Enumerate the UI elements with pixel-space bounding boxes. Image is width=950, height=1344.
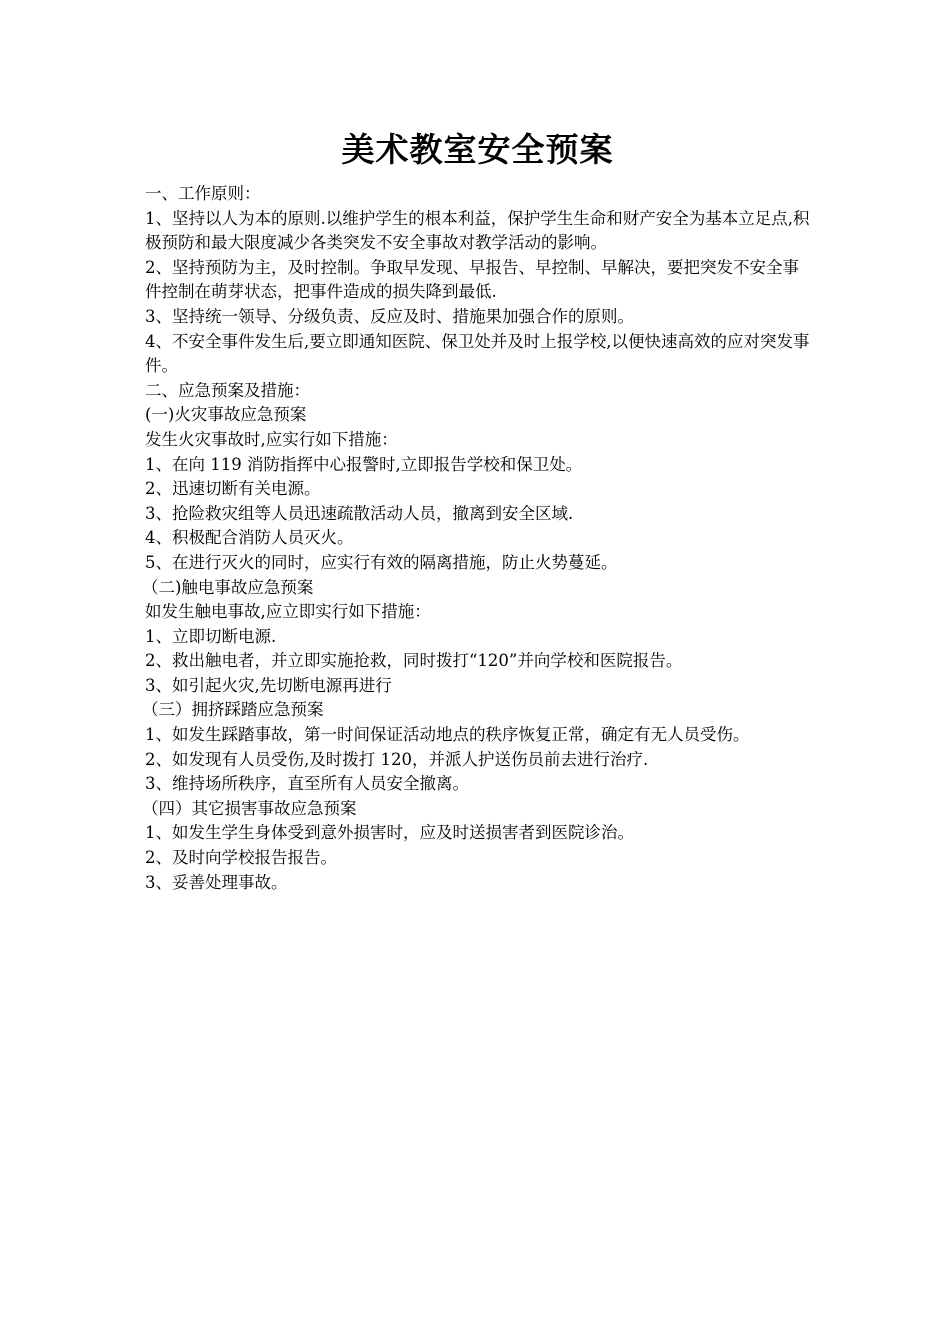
injury-step-3: 3、妥善处理事故。 <box>145 872 288 892</box>
subsection-stampede: （三）拥挤踩踏应急预案 <box>142 700 324 720</box>
fire-step-4: 4、积极配合消防人员灭火。 <box>145 528 354 548</box>
stampede-step-2: 2、如发现有人员受伤,及时拨打 120，并派人护送伤员前去进行治疗. <box>145 749 649 769</box>
document-body <box>142 128 810 895</box>
principle-3: 3、坚持统一领导、分级负责、反应及时、措施果加强合作的原则。 <box>145 306 634 326</box>
principle-1: 1、坚持以人为本的原则.以维护学生的根本利益，保护学生生命和财产安全为基本立足点,积极预防和最大限度减少各类突发不安全事故对教学活动的影响。 <box>145 208 810 253</box>
stampede-step-3: 3、维持场所秩序，直至所有人员安全撤离。 <box>145 774 469 794</box>
fire-step-3: 3、抢险救灾组等人员迅速疏散活动人员，撤离到安全区域. <box>145 503 574 523</box>
fire-step-1: 1、在向 119 消防指挥中心报警时,立即报告学校和保卫处。 <box>145 454 583 474</box>
subsection-fire: (一)火灾事故应急预案 <box>145 405 307 425</box>
shock-intro: 如发生触电事故,应立即实行如下措施： <box>145 602 431 622</box>
subsection-electric-shock: （二)触电事故应急预案 <box>142 577 314 597</box>
fire-step-5: 5、在进行灭火的同时，应实行有效的隔离措施，防止火势蔓延。 <box>145 552 618 572</box>
section-heading-work-principles: 一、工作原则： <box>145 184 261 203</box>
section-heading-emergency-plans: 二、应急预案及措施： <box>145 380 310 400</box>
document-title: 美术教室安全预案 <box>341 130 614 169</box>
shock-step-3: 3、如引起火灾,先切断电源再进行 <box>145 675 392 695</box>
fire-step-2: 2、迅速切断有关电源。 <box>145 479 321 499</box>
principle-4: 4、不安全事件发生后,要立即通知医院、保卫处并及时上报学校,以便快速高效的应对突发事件。 <box>145 331 810 376</box>
injury-step-1: 1、如发生学生身体受到意外损害时，应及时送损害者到医院诊治。 <box>145 823 634 843</box>
principle-2: 2、坚持预防为主，及时控制。争取早发现、早报告、早控制、早解决，要把突发不安全事件控制在萌芽状态，把事件造成的损失降到最低. <box>145 257 799 302</box>
stampede-step-1: 1、如发生踩踏事故，第一时间保证活动地点的秩序恢复正常，确定有无人员受伤。 <box>145 725 750 745</box>
injury-step-2: 2、及时向学校报告报告。 <box>145 848 337 868</box>
shock-step-1: 1、立即切断电源. <box>145 626 277 646</box>
shock-step-2: 2、救出触电者，并立即实施抢救，同时拨打“120”并向学校和医院报告。 <box>145 651 683 671</box>
subsection-other-injury: （四）其它损害事故应急预案 <box>142 798 357 818</box>
fire-intro: 发生火灾事故时,应实行如下措施： <box>145 429 398 449</box>
